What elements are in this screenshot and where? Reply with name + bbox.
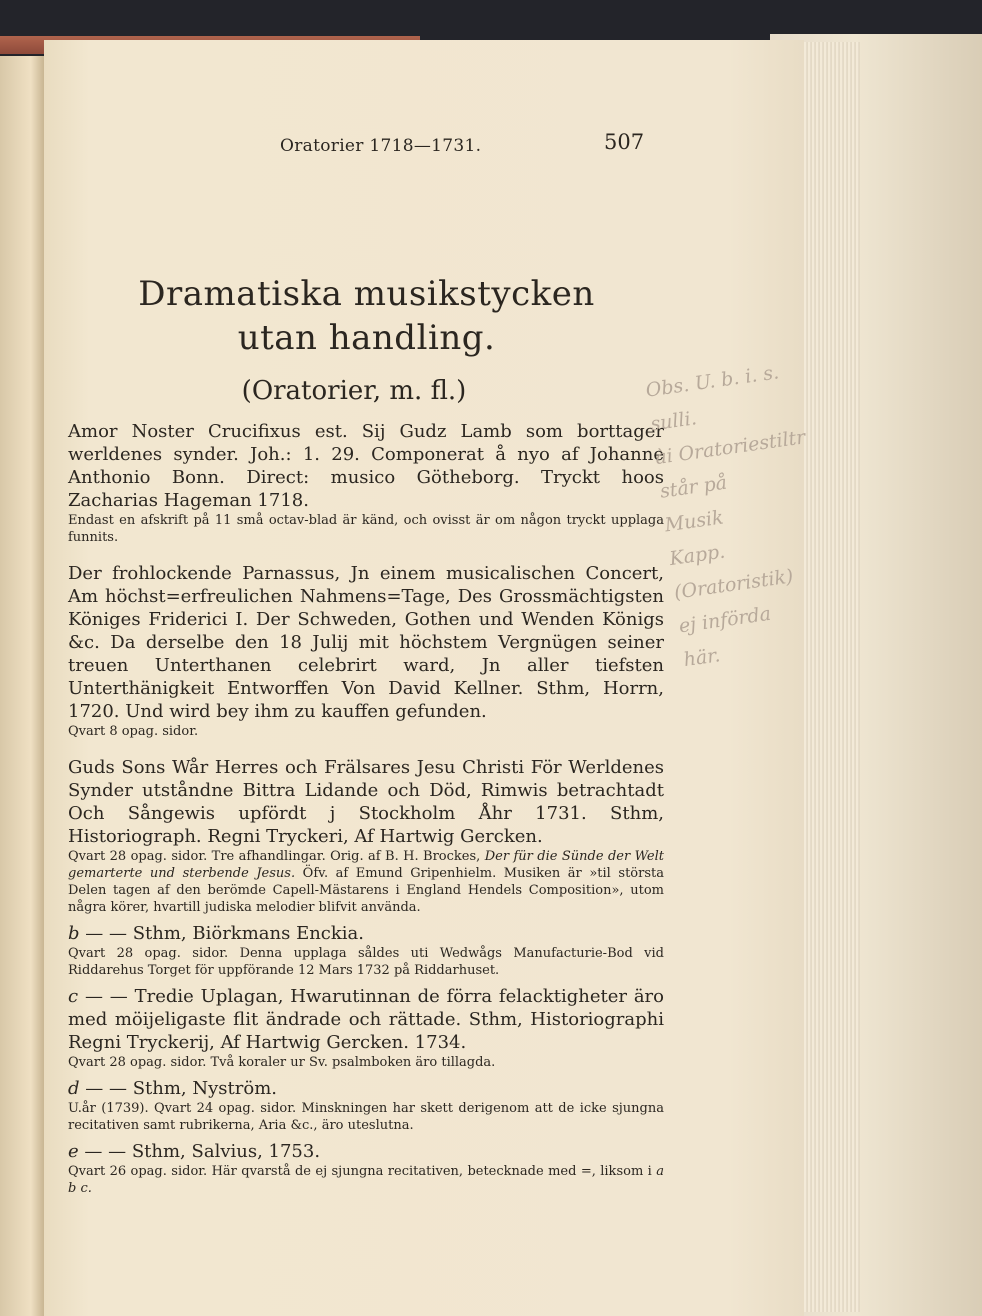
- note-text: Öfv. af Emund Gripenhielm. Musiken är »til största Delen tagen af den berömde Capell-Mästarens i England Hendels Composition», utom några körer, hvartill judiska melodier blifvit använda.: [68, 866, 664, 915]
- handwritten-line: Kapp.: [668, 540, 727, 571]
- edition-text: — — Sthm, Salvius, 1753.: [84, 1141, 321, 1162]
- running-head: Oratorier 1718—1731.: [280, 136, 482, 156]
- handwritten-line: Obs. U. b. i. s. sulli.: [644, 361, 781, 436]
- entry-list: [68, 420, 664, 1203]
- entry-note: Qvart 28 opag. sidor. Denna upplaga såldes uti Wedwågs Manufacturie-Bod vid Riddarehus Torget för uppförande 12 Mars 1732 på Riddarhuset.: [68, 946, 664, 978]
- entry-note: Qvart 8 opag. sidor.: [68, 724, 199, 739]
- handwritten-line: (Oratoristik): [672, 565, 795, 604]
- page-title: [44, 272, 689, 360]
- handwritten-line: står på: [658, 471, 729, 503]
- edition-line: [68, 922, 664, 945]
- entry-main: Guds Sons Wår Herres och Frälsares Jesu Christi För Werldenes Synder utståndne Bittra Lidande och Död, Rimwis betrachtadt Och Sångewis upfördt j Stockholm Åhr 1731. Sthm, Historiograph. Regni Tryckeri, Af Hartwig Gercken.: [68, 757, 664, 847]
- edition-text: — — Sthm, Nyström.: [85, 1078, 277, 1099]
- facing-page-edge: [0, 56, 44, 1316]
- edition-text: — — Sthm, Biörkmans Enckia.: [85, 923, 364, 944]
- book-page: [44, 40, 807, 1316]
- handwritten-line: ej införda: [677, 602, 773, 638]
- subtitle: (Oratorier, m. fl.): [241, 376, 467, 406]
- page-number: 507: [604, 130, 645, 154]
- note-work-title: Der für die Sünde der Welt gemarterte und sterbende Jesus.: [68, 849, 664, 881]
- handwritten-line: ài Oratoriestiltr: [653, 426, 807, 470]
- edition-letter: c: [68, 986, 79, 1007]
- note-text: Qvart 26 opag. sidor. Här qvarstå de ej sjungna recitativen, betecknade med =, liksom i: [68, 1164, 652, 1179]
- note-letters: a b c.: [68, 1164, 664, 1196]
- edition-line: [68, 985, 664, 1054]
- handwritten-line: här.: [682, 644, 722, 672]
- edition-letter: e: [68, 1141, 79, 1162]
- edition-letter: d: [68, 1078, 80, 1099]
- entry-note: [68, 848, 664, 916]
- edition-text: — — Tredie Uplagan, Hwarutinnan de förra felacktigheter äro med möijeligaste flit ändrade och rättade. Sthm, Historiographi Regni Tryckerij, Af Hartwig Gercken. 1734.: [68, 986, 664, 1053]
- edition-line: [68, 1077, 664, 1100]
- handwritten-line: Musik: [663, 506, 725, 537]
- entry-note: Qvart 28 opag. sidor. Två koraler ur Sv. psalmboken äro tillagda.: [68, 1055, 496, 1070]
- note-text: Qvart 28 opag. sidor. Tre afhandlingar. Orig. af B. H. Brockes,: [68, 849, 481, 864]
- entry-note: Endast en afskrift på 11 små octav-blad är känd, och ovisst är om någon tryckt upplaga funnits.: [68, 513, 664, 545]
- title-line-2: utan handling.: [237, 318, 496, 358]
- entry-note: U.år (1739). Qvart 24 opag. sidor. Minskningen har skett derigenom att de icke sjungna recitativen samt rubrikerna, Aria &c., äro uteslutna.: [68, 1101, 664, 1133]
- edition-letter: b: [68, 923, 80, 944]
- title-line-1: Dramatiska musikstycken: [138, 274, 595, 314]
- edition-line: [68, 1140, 664, 1163]
- entry-main: Der frohlockende Parnassus, Jn einem musicalischen Concert, Am höchst=erfreulichen Nahmens=Tage, Des Grossmächtigsten Königes Friderici I. Der Schweden, Gothen und Wenden Königs &c. Da derselbe den 18 Julij mit höchstem Vergnügen seiner treuen Unterthanen celebrirt ward, Jn aller tiefsten Unterthänigkeit Entworffen Von David Kellner. Sthm, Horrn, 1720. Und wird bey ihm zu kauffen gefunden.: [68, 563, 664, 722]
- entry-note: [68, 1163, 664, 1197]
- entry-main: Amor Noster Crucifixus est. Sij Gudz Lamb som borttager werldenes synder. Joh.: 1. 29. Componerat å nyo af Johanne Anthonio Bonn. Direct: musico Götheborg. Tryckt hoos Zacharias Hageman 1718.: [68, 421, 664, 511]
